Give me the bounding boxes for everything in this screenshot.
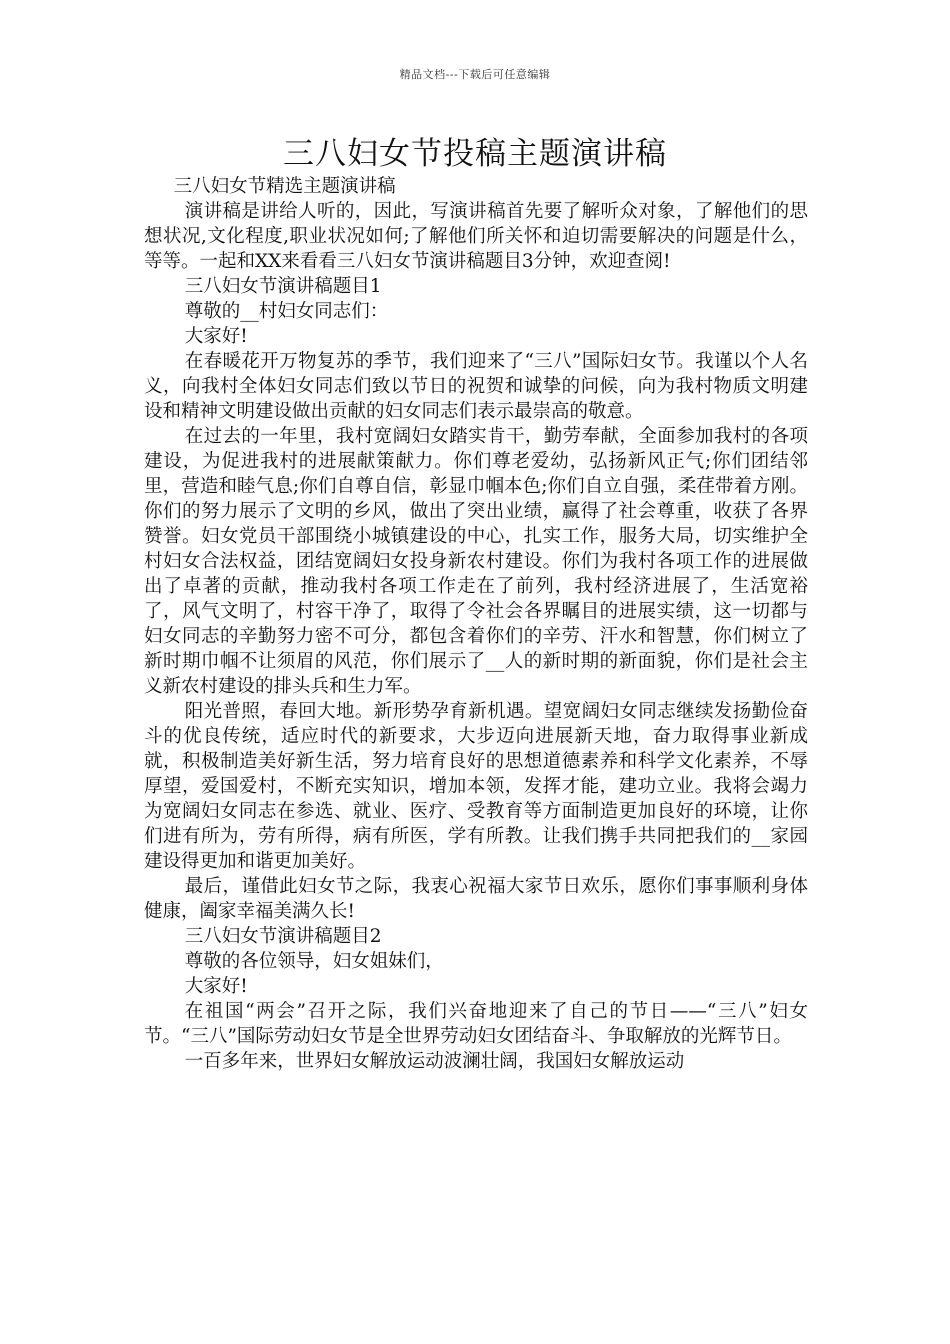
- closing-paragraph: 最后，谨借此妇女节之际，我衷心祝福大家节日欢乐，愿你们事事顺利身体健康，阖家幸福美满久长!: [144, 876, 808, 922]
- greeting: 大家好!: [184, 976, 248, 997]
- body-paragraph: 在春暖花开万物复苏的季节，我们迎来了“三八”国际妇女节。我谨以个人名义，向我村全体妇女同志们致以节日的祝贺和诚挚的问候，向为我村物质文明建设和精神文明建设做出贡献的妇女同志们表示最崇高的敬意。: [144, 351, 808, 422]
- document-title: 三八妇女节投稿主题演讲稿: [283, 136, 667, 172]
- document-subtitle: 三八妇女节精选主题演讲稿: [173, 176, 396, 197]
- body-paragraph: 阳光普照，春回大地。新形势孕育新机遇。望宽阔妇女同志继续发扬勤俭奋斗的优良传统，适应时代的新要求，大步迈向进展新天地，奋力取得事业新成就，积极制造美好新生活，努力培育良好的思想道德素养和科学文化素养，不辱厚望，爱国爱村，不断充实知识，增加本领，发挥才能，建功立业。我将会竭力为宽阔妇女同志在参选、就业、医疗、受教育等方面制造更加良好的环境，让你们进有所为，劳有所得，病有所医，学有所教。让我们携手共同把我们的__家园建设得更加和谐更加美好。: [144, 701, 808, 872]
- section-heading-1: 三八妇女节演讲稿题目1: [184, 276, 382, 297]
- salutation: 尊敬的__村妇女同志们：: [184, 301, 389, 322]
- intro-paragraph: 演讲稿是讲给人听的，因此，写演讲稿首先要了解听众对象，了解他们的思想状况,文化程度,职业状况如何;了解他们所关怀和迫切需要解决的问题是什么，等等。一起和XX来看看三八妇女节演讲稿题目3分钟，欢迎查阅!: [144, 201, 808, 272]
- salutation: 尊敬的各位领导，妇女姐妹们，: [184, 951, 444, 972]
- section-heading-2: 三八妇女节演讲稿题目2: [184, 926, 382, 947]
- page-header-note: 精品文档---下载后可任意编辑: [399, 68, 551, 81]
- body-paragraph: 一百多年来，世界妇女解放运动波澜壮阔，我国妇女解放运动: [184, 1051, 685, 1072]
- document-body: [144, 174, 808, 1074]
- body-paragraph: 在祖国“两会”召开之际，我们兴奋地迎来了自己的节日——“三八”妇女节。“三八”国际劳动妇女节是全世界劳动妇女团结奋斗、争取解放的光辉节日。: [144, 1001, 808, 1047]
- body-paragraph: 在过去的一年里，我村宽阔妇女踏实肯干，勤劳奉献，全面参加我村的各项建设，为促进我村的进展献策献力。你们尊老爱幼，弘扬新风正气;你们团结邻里，营造和睦气息;你们自尊自信，彰显巾帼本色;你们自立自强，柔荏带着方刚。你们的努力展示了文明的乡风，做出了突出业绩，赢得了社会尊重，收获了各界赞誉。妇女党员干部围绕小城镇建设的中心，扎实工作，服务大局，切实维护全村妇女合法权益，团结宽阔妇女投身新农村建设。你们为我村各项工作的进展做出了卓著的贡献，推动我村各项工作走在了前列，我村经济进展了，生活宽裕了，风气文明了，村容干净了，取得了令社会各界瞩目的进展实绩，这一切都与妇女同志的辛勤努力密不可分，都包含着你们的辛劳、汗水和智慧，你们树立了新时期巾帼不让须眉的风范，你们展示了__人的新时期的新面貌，你们是社会主义新农村建设的排头兵和生力军。: [144, 426, 808, 697]
- greeting: 大家好!: [184, 326, 248, 347]
